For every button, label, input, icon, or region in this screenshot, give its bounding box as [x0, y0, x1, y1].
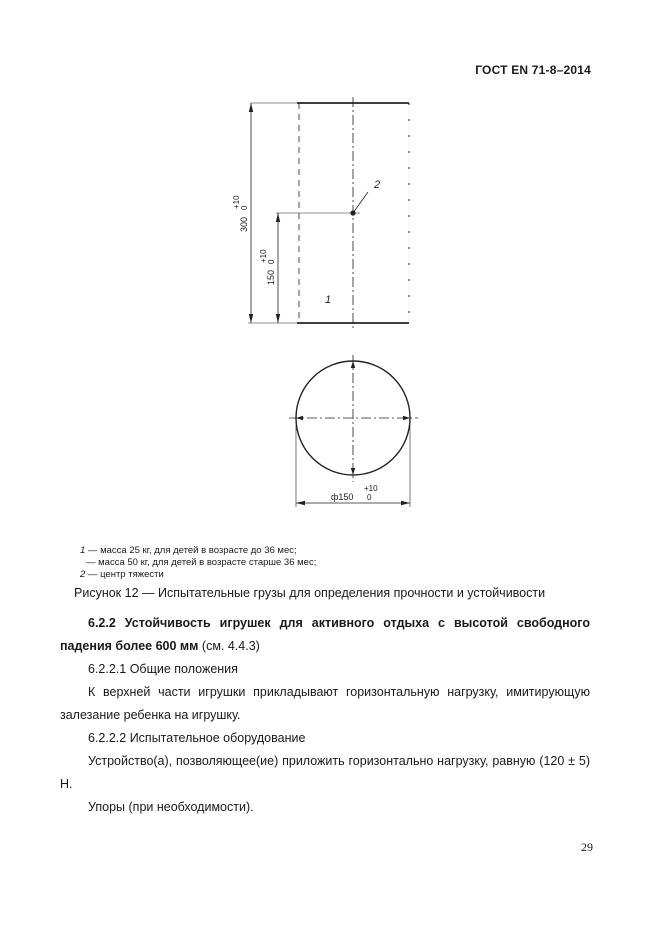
section-reference: (см. 4.4.3) — [201, 639, 260, 653]
callout-2-leader — [353, 192, 368, 213]
subsection-2-text-2: Упоры (при необходимости). — [88, 800, 254, 814]
document-header: ГОСТ EN 71-8–2014 — [475, 63, 591, 77]
section-title: Устойчивость игрушек для активного отдыха с высотой свободного падения более 600 мм — [60, 616, 590, 653]
legend-item-2 — [80, 569, 164, 580]
section-heading — [60, 612, 590, 658]
legend-item-1-number: 1 — [80, 545, 86, 556]
callout-2: 2 — [374, 179, 381, 191]
legend-item-1b-text: — масса 50 кг, для детей в возрасте старше 36 мес; — [86, 557, 317, 568]
figure-caption: Рисунок 12 — Испытательные грузы для определения прочности и устойчивости — [74, 586, 546, 600]
legend-item-1-text: — масса 25 кг, для детей в возрасте до 36 мес; — [85, 545, 297, 556]
center-of-gravity-point — [350, 210, 355, 215]
dim-300-tol-lower: 0 — [240, 205, 249, 210]
dim-diameter-tol-upper: +10 — [364, 484, 378, 493]
dim-150-label: 150 — [266, 269, 276, 285]
dim-150-tol-upper: +10 — [259, 249, 268, 263]
subsection-1-text: К верхней части игрушки прикладывают горизонтальную нагрузку, имитирующую залезание ребенка на игрушку. — [60, 685, 590, 722]
legend-item-2-number: 2 — [80, 569, 86, 580]
subsection-1-heading: 6.2.2.1 Общие положения — [88, 662, 238, 676]
dim-diameter-tol-lower: 0 — [367, 493, 372, 502]
dim-150-tol-lower: 0 — [267, 259, 276, 264]
legend-item-2-text: — центр тяжести — [85, 569, 164, 580]
dim-diameter-label: ф150 — [331, 492, 354, 502]
dim-300-label: 300 — [239, 216, 249, 232]
dim-300-tol-upper: +10 — [232, 195, 241, 209]
legend-item-1b — [86, 557, 316, 568]
subsection-2-heading: 6.2.2.2 Испытательное оборудование — [88, 731, 306, 745]
subsection-2-text: Устройство(а), позволяющее(ие) приложить горизонтально нагрузку, равную (120 ± 5) Н. — [60, 754, 590, 791]
section-number: 6.2.2 — [88, 616, 116, 630]
callout-1: 1 — [325, 294, 332, 306]
page-number: 29 — [581, 840, 593, 854]
legend-item-1 — [80, 545, 297, 556]
